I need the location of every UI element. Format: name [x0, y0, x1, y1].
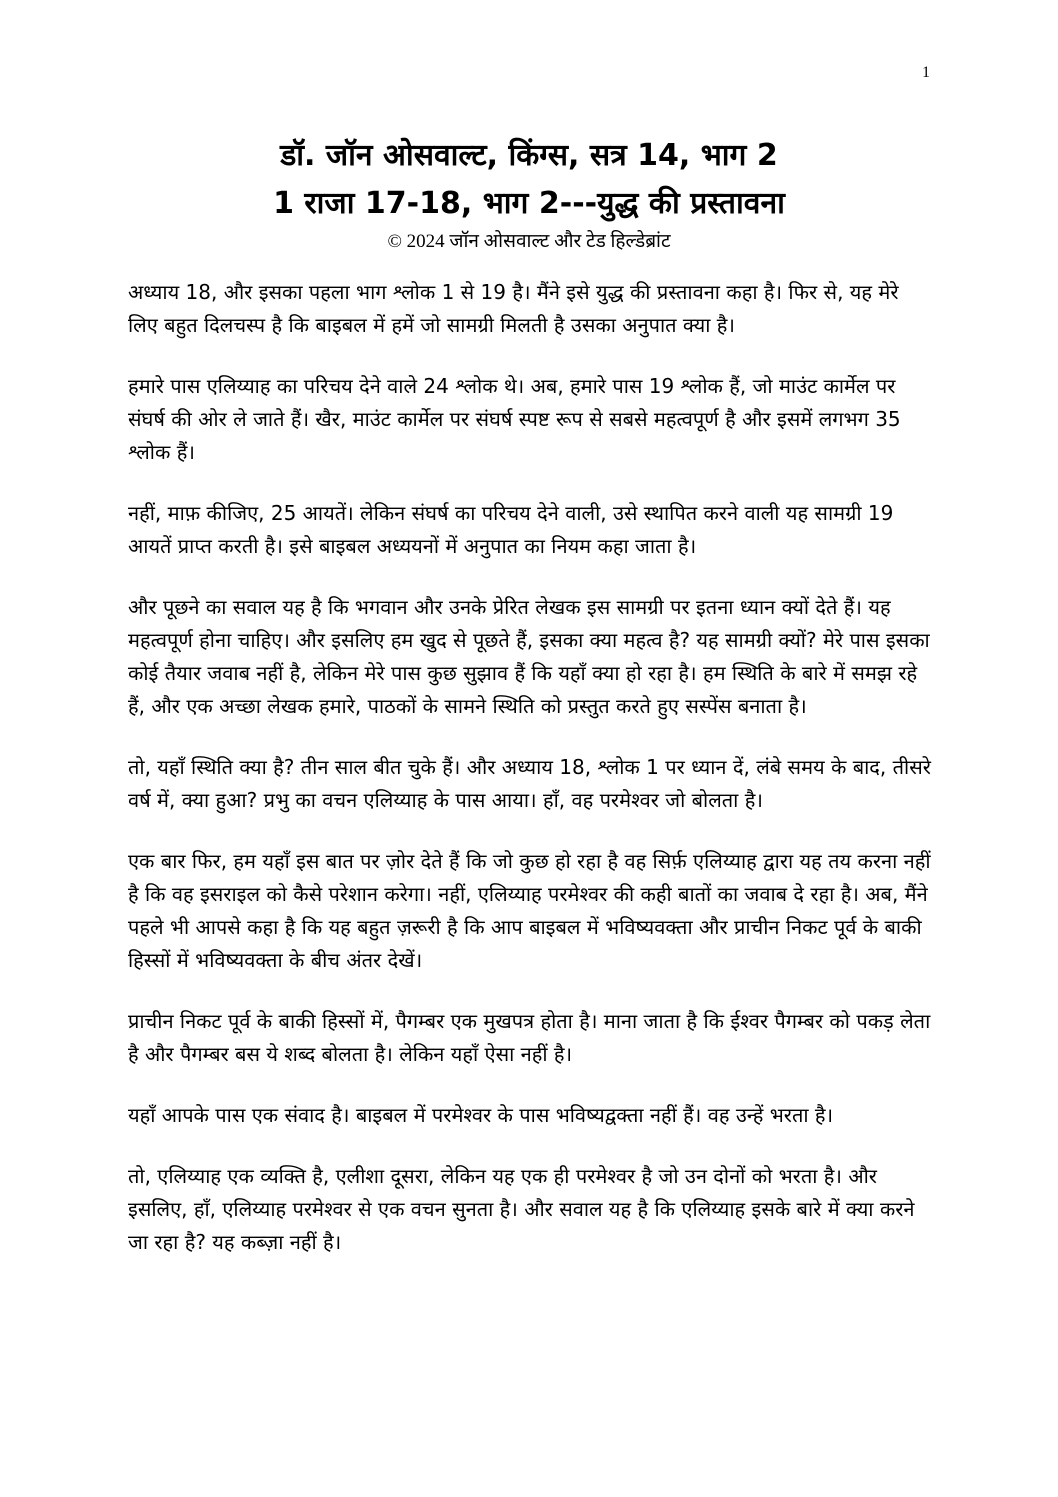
paragraph-1: अध्याय 18, और इसका पहला भाग श्लोक 1 से 19 है। मैंने इसे युद्ध की प्रस्तावना कहा है। फिर से, यह मेरे लिए बहुत दिलचस्प है कि बाइबल में हमें जो सामग्री मिलती है उसका अनुपात क्या है। [128, 280, 899, 337]
page-number: 1 [922, 64, 930, 81]
paragraph-4: और पूछने का सवाल यह है कि भगवान और उनके प्रेरित लेखक इस सामग्री पर इतना ध्यान क्यों देते हैं। यह महत्वपूर्ण होना चाहिए। और इसलिए हम खुद से पूछते हैं, इसका क्या महत्व है? यह सामग्री क्यों? मेरे पास इसका कोई तैयार जवाब नहीं है, लेकिन मेरे पास कुछ सुझाव हैं कि यहाँ क्या हो रहा है। हम स्थिति के बारे में समझ रहे हैं, और एक अच्छा लेखक हमारे, पाठकों के सामने स्थिति को प्रस्तुत करते हुए सस्पेंस बनाता है। [128, 595, 930, 718]
paragraph-9: तो, एलिय्याह एक व्यक्ति है, एलीशा दूसरा, लेकिन यह एक ही परमेश्वर है जो उन दोनों को भरता है। और इसलिए, हाँ, एलिय्याह परमेश्वर से एक वचन सुनता है। और सवाल यह है कि एलिय्याह इसके बारे में क्या करने जा रहा है? यह कब्ज़ा नहीं है। [128, 1164, 915, 1254]
paragraph-7: प्राचीन निकट पूर्व के बाकी हिस्सों में, पैगम्बर एक मुखपत्र होता है। माना जाता है कि ईश्वर पैगम्बर को पकड़ लेता है और पैगम्बर बस ये शब्द बोलता है। लेकिन यहाँ ऐसा नहीं है। [128, 1009, 931, 1066]
document-header [0, 132, 1058, 254]
copyright-notice: © 2024 जॉन ओसवाल्ट और टेड हिल्डेब्रांट [387, 231, 671, 252]
document-title-line-1: डॉ. जॉन ओसवाल्ट, किंग्स, सत्र 14, भाग 2 [280, 138, 778, 173]
paragraph-3: नहीं, माफ़ कीजिए, 25 आयतें। लेकिन संघर्ष का परिचय देने वाली, उसे स्थापित करने वाली यह सामग्री 19 आयतें प्राप्त करती है। इसे बाइबल अध्ययनों में अनुपात का नियम कहा जाता है। [128, 501, 894, 558]
paragraph-2: हमारे पास एलिय्याह का परिचय देने वाले 24 श्लोक थे। अब, हमारे पास 19 श्लोक हैं, जो माउंट कार्मेल पर संघर्ष की ओर ले जाते हैं। खैर, माउंट कार्मेल पर संघर्ष स्पष्ट रूप से सबसे महत्वपूर्ण है और इसमें लगभग 35 श्लोक हैं। [128, 374, 901, 464]
document-title-line-2: 1 राजा 17-18, भाग 2---युद्ध की प्रस्तावना [273, 186, 785, 221]
document-body [128, 276, 934, 1287]
paragraph-6: एक बार फिर, हम यहाँ इस बात पर ज़ोर देते हैं कि जो कुछ हो रहा है वह सिर्फ़ एलिय्याह द्वारा यह तय करना नहीं है कि वह इसराइल को कैसे परेशान करेगा। नहीं, एलिय्याह परमेश्वर की कही बातों का जवाब दे रहा है। अब, मैंने पहले भी आपसे कहा है कि यह बहुत ज़रूरी है कि आप बाइबल में भविष्यवक्ता और प्राचीन निकट पूर्व के बाकी हिस्सों में भविष्यवक्ता के बीच अंतर देखें। [128, 849, 931, 972]
paragraph-5: तो, यहाँ स्थिति क्या है? तीन साल बीत चुके हैं। और अध्याय 18, श्लोक 1 पर ध्यान दें, लंबे समय के बाद, तीसरे वर्ष में, क्या हुआ? प्रभु का वचन एलिय्याह के पास आया। हाँ, वह परमेश्वर जो बोलता है। [128, 755, 931, 812]
paragraph-8: यहाँ आपके पास एक संवाद है। बाइबल में परमेश्वर के पास भविष्यद्वक्ता नहीं हैं। वह उन्हें भरता है। [128, 1103, 834, 1127]
